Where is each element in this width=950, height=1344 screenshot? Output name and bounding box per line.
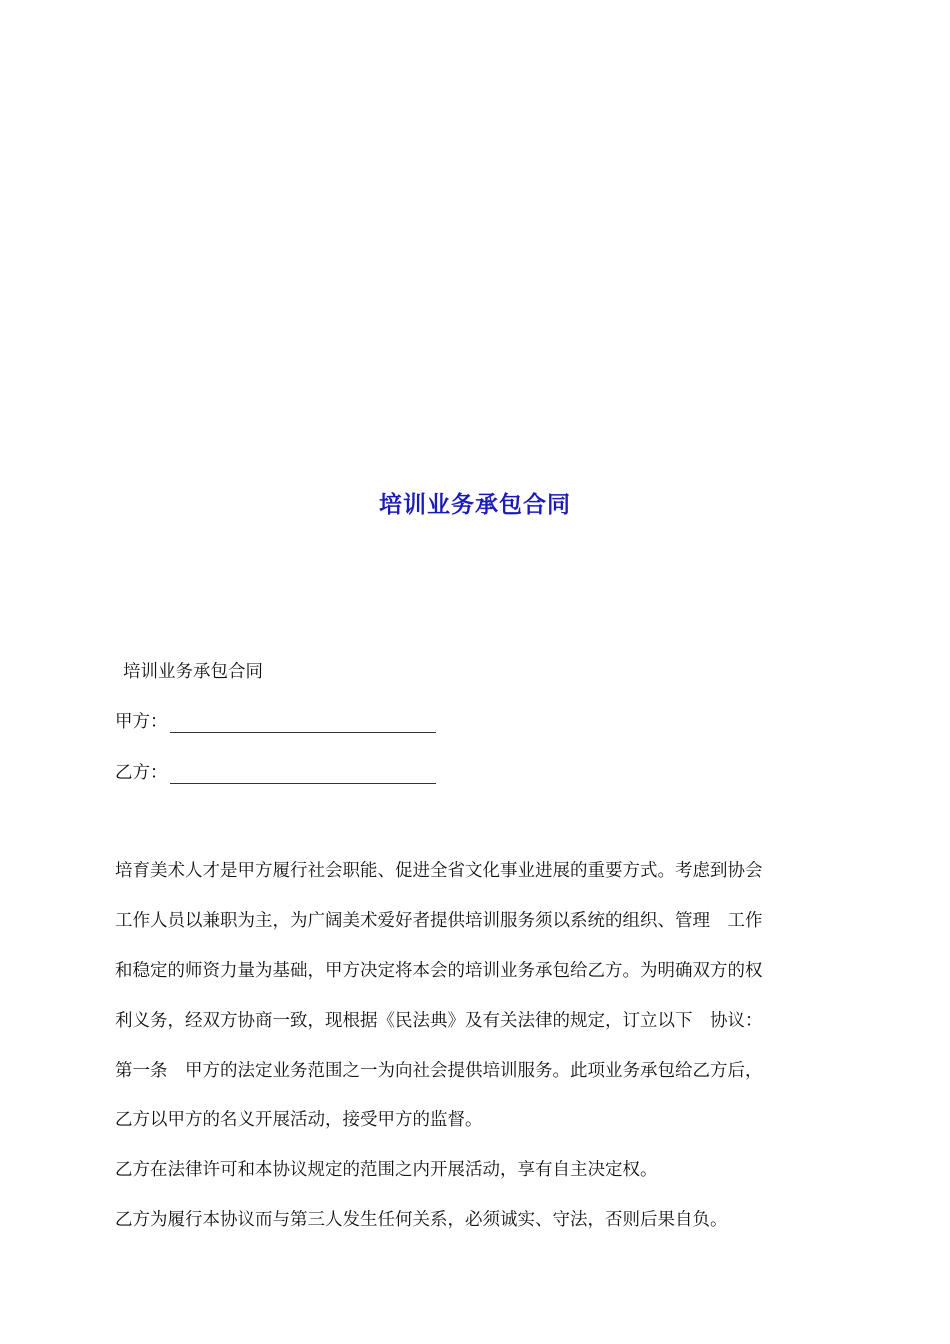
document-title: 培训业务承包合同	[379, 491, 571, 518]
party-a-line	[115, 708, 436, 733]
party-a-blank	[170, 715, 436, 733]
body-line: 乙方以甲方的名义开展活动，接受甲方的监督。	[115, 1110, 483, 1130]
body-line: 和稳定的师资力量为基础，甲方决定将本会的培训业务承包给乙方。为明确双方的权	[115, 961, 763, 981]
party-b-line	[115, 759, 436, 784]
body-line: 乙方为履行本协议而与第三人发生任何关系，必须诚实、守法，否则后果自负。	[115, 1210, 728, 1230]
body-line: 工作人员以兼职为主，为广阔美术爱好者提供培训服务须以系统的组织、管理 工作	[115, 911, 763, 931]
party-b-blank	[170, 766, 436, 784]
party-a-label: 甲方：	[115, 712, 168, 732]
body-line: 利义务，经双方协商一致，现根据《民法典》及有关法律的规定，订立以下 协议：	[115, 1011, 763, 1031]
body-line: 乙方在法律许可和本协议规定的范围之内开展活动，享有自主决定权。	[115, 1160, 658, 1180]
document-subtitle: 培训业务承包合同	[123, 662, 263, 682]
article-one-line: 第一条 甲方的法定业务范围之一为向社会提供培训服务。此项业务承包给乙方后，	[115, 1061, 763, 1081]
party-b-label: 乙方：	[115, 763, 168, 783]
body-line: 培育美术人才是甲方履行社会职能、促进全省文化事业进展的重要方式。考虑到协会	[115, 861, 763, 881]
